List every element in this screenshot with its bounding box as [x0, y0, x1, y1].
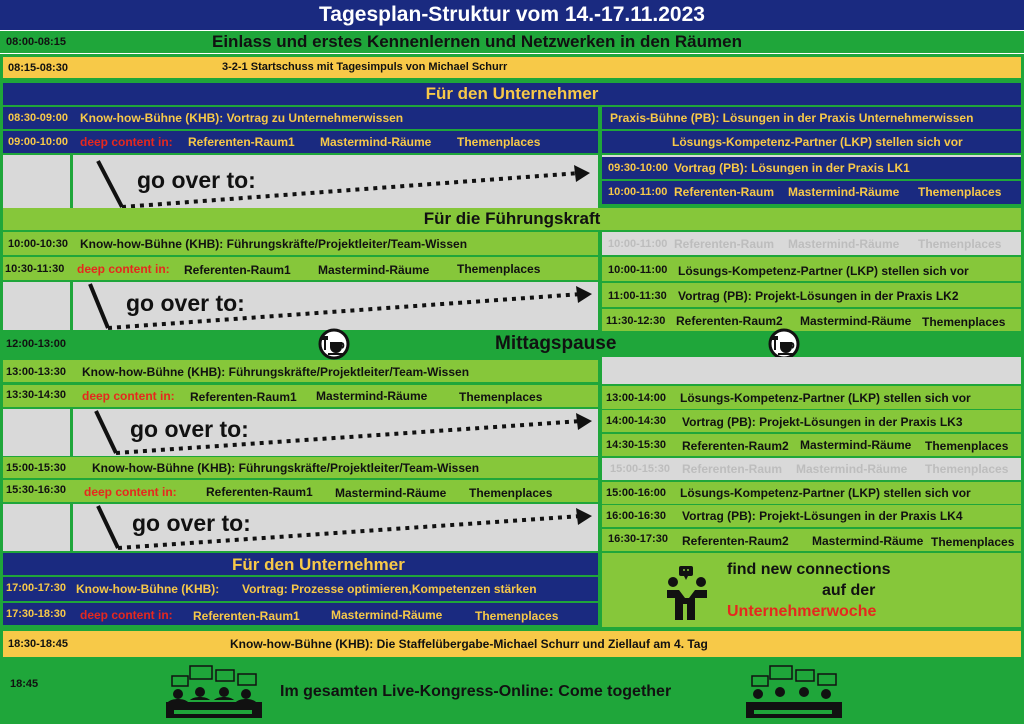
row-1730-room2: Mastermind-Räume	[331, 608, 443, 622]
row-1500g-room3: Themenplaces	[925, 462, 1009, 476]
row-1000-text: Know-how-Bühne (KHB): Führungskräfte/Projektleiter/Team-Wissen	[80, 237, 468, 251]
row-0930-text: Vortrag (PB): Lösungen in der Praxis LK1	[674, 161, 910, 175]
goover-3-text: go over to:	[130, 416, 249, 442]
row-1845-time: 18:45	[10, 678, 39, 690]
row-1100-time: 11:00-11:30	[608, 290, 667, 302]
lunch-icon	[767, 328, 801, 360]
row-1330-room2: Mastermind-Räume	[316, 389, 428, 403]
page-title: Tagesplan-Struktur vom 14.-17.11.2023	[319, 3, 705, 26]
row-1330-time: 13:30-14:30	[6, 389, 66, 401]
row-1430-time: 14:30-15:30	[606, 439, 666, 451]
goover-4-time-bg	[3, 504, 70, 551]
row-1530-room1: Referenten-Raum1	[206, 485, 313, 499]
goover-4-text: go over to:	[132, 510, 251, 536]
row-1730-room1: Referenten-Raum1	[193, 609, 300, 623]
row-0815-time: 08:15-08:30	[8, 62, 68, 74]
row-1130-room2: Mastermind-Räume	[800, 314, 912, 328]
row-1030-room3: Themenplaces	[457, 262, 541, 276]
row-1530-time: 15:30-16:30	[6, 484, 66, 496]
row-1400-time: 14:00-14:30	[606, 415, 666, 427]
goover-1-time-bg	[3, 155, 70, 208]
row-1000g-time: 10:00-11:00	[608, 238, 668, 250]
row-1030-time: 10:30-11:30	[5, 263, 65, 275]
row-0900-time: 09:00-10:00	[8, 136, 68, 148]
row-1300r-text: Lösungs-Kompetenz-Partner (LKP) stellen sich vor	[680, 391, 971, 405]
row-1500-time: 15:00-15:30	[6, 462, 66, 474]
section-unternehmer: Für den Unternehmer	[425, 84, 599, 103]
row-0900-right-text: Lösungs-Kompetenz-Partner (LKP) stellen sich vor	[672, 135, 963, 149]
row-1130-time: 11:30-12:30	[606, 315, 666, 327]
row-1330-deep: deep content in:	[82, 389, 175, 403]
row-1000b-text: Lösungs-Kompetenz-Partner (LKP) stellen sich vor	[678, 264, 969, 278]
connections-line2: auf der	[822, 582, 876, 599]
row-1500r-text: Lösungs-Kompetenz-Partner (LKP) stellen sich vor	[680, 486, 971, 500]
row-1600-time: 16:00-16:30	[606, 510, 666, 522]
row-1630-room3: Themenplaces	[931, 535, 1015, 549]
row-1000r-time: 10:00-11:00	[608, 186, 668, 198]
row-1200-text: Mittagspause	[495, 333, 617, 354]
row-1300r-time: 13:00-14:00	[606, 392, 666, 404]
goover-2-text: go over to:	[126, 290, 245, 316]
row-1000r-room1: Referenten-Raum	[674, 185, 775, 199]
row-0815-text: 3-2-1 Startschuss mit Tagesimpuls von Michael Schurr	[222, 61, 508, 73]
row-1330-room1: Referenten-Raum1	[190, 390, 297, 404]
section-fuehrung: Für die Führungskraft	[423, 209, 601, 228]
row-1530-deep: deep content in:	[84, 485, 177, 499]
row-0900-deep: deep content in:	[80, 135, 173, 149]
row-1845-text: Im gesamten Live-Kongress-Online: Come together	[280, 683, 672, 700]
row-0830-right-text: Praxis-Bühne (PB): Lösungen in der Praxis Unternehmerwissen	[610, 111, 974, 125]
goover-1-text: go over to:	[137, 167, 256, 193]
connections-line3: Unternehmerwoche	[727, 603, 877, 620]
row-1300-text: Know-how-Bühne (KHB): Führungskräfte/Projektleiter/Team-Wissen	[82, 365, 470, 379]
section-unternehmer2: Für den Unternehmer	[232, 555, 405, 574]
goover-2-time-bg	[3, 282, 70, 330]
row-0830-text: Know-how-Bühne (KHB): Vortrag zu Unternehmerwissen	[80, 111, 404, 125]
row-0800-text: Einlass und erstes Kennenlernen und Netzwerken in den Räumen	[212, 32, 742, 51]
row-0800-time: 08:00-08:15	[6, 36, 66, 48]
row-1630-room1: Referenten-Raum2	[682, 534, 789, 548]
row-1000r-room3: Themenplaces	[918, 185, 1002, 199]
row-1500g-room2: Mastermind-Räume	[796, 462, 908, 476]
row-1000r-room2: Mastermind-Räume	[788, 185, 900, 199]
row-1000b-time: 10:00-11:00	[608, 264, 668, 276]
row-1730-room3: Themenplaces	[475, 609, 559, 623]
row-0900-room1: Referenten-Raum1	[188, 135, 295, 149]
row-0900-room3: Themenplaces	[457, 135, 541, 149]
row-1200-time: 12:00-13:00	[6, 338, 66, 350]
meeting-group-icon	[744, 664, 842, 720]
row-1430-room1: Referenten-Raum2	[682, 439, 789, 453]
row-0900-room2: Mastermind-Räume	[320, 135, 432, 149]
meeting-group-icon	[164, 664, 262, 720]
row-1530-room3: Themenplaces	[469, 486, 553, 500]
row-1000g-room3: Themenplaces	[918, 237, 1002, 251]
row-1700-label: Know-how-Bühne (KHB):	[76, 582, 220, 596]
row-1030-room2: Mastermind-Räume	[318, 263, 430, 277]
row-1000g-room1: Referenten-Raum	[674, 237, 775, 251]
row-1000-time: 10:00-10:30	[8, 238, 68, 250]
row-1300-time: 13:00-13:30	[6, 366, 66, 378]
row-1500-text: Know-how-Bühne (KHB): Führungskräfte/Projektleiter/Team-Wissen	[92, 461, 480, 475]
row-0930-time: 09:30-10:00	[608, 162, 668, 174]
row-1330-room3: Themenplaces	[459, 390, 543, 404]
row-1030-room1: Referenten-Raum1	[184, 263, 291, 277]
row-1830-text: Know-how-Bühne (KHB): Die Staffelübergabe-Michael Schurr und Ziellauf am 4. Tag	[230, 637, 708, 651]
row-1700-text: Vortrag: Prozesse optimieren,Kompetenzen stärken	[242, 582, 537, 596]
row-1700-time: 17:00-17:30	[6, 582, 66, 594]
row-1630-room2: Mastermind-Räume	[812, 534, 924, 548]
row-1130-room1: Referenten-Raum2	[676, 314, 783, 328]
row-1000g-room2: Mastermind-Räume	[788, 237, 900, 251]
chat-people-icon	[664, 566, 710, 620]
row-1130-room3: Themenplaces	[922, 315, 1006, 329]
row-1300r-gap	[602, 357, 1021, 384]
row-0830-time: 08:30-09:00	[8, 112, 68, 124]
row-1500g-time: 15:00-15:30	[610, 463, 670, 475]
row-1100-text: Vortrag (PB): Projekt-Lösungen in der Praxis LK2	[678, 289, 959, 303]
row-1730-deep: deep content in:	[80, 608, 173, 622]
row-1030-deep: deep content in:	[77, 262, 170, 276]
row-1430-room2: Mastermind-Räume	[800, 438, 912, 452]
row-0815-bg	[3, 57, 1021, 78]
row-1430-room3: Themenplaces	[925, 439, 1009, 453]
row-1500r-time: 15:00-16:00	[606, 487, 666, 499]
goover-3-time-bg	[3, 409, 70, 456]
connections-line1: find new connections	[727, 561, 891, 578]
lunch-icon	[317, 328, 351, 360]
row-1400-text: Vortrag (PB): Projekt-Lösungen in der Praxis LK3	[682, 415, 963, 429]
row-1730-time: 17:30-18:30	[6, 608, 66, 620]
row-1500g-room1: Referenten-Raum	[682, 462, 783, 476]
row-1530-room2: Mastermind-Räume	[335, 486, 447, 500]
row-1630-time: 16:30-17:30	[608, 533, 668, 545]
row-1830-time: 18:30-18:45	[8, 638, 68, 650]
row-1600-text: Vortrag (PB): Projekt-Lösungen in der Praxis LK4	[682, 509, 963, 523]
